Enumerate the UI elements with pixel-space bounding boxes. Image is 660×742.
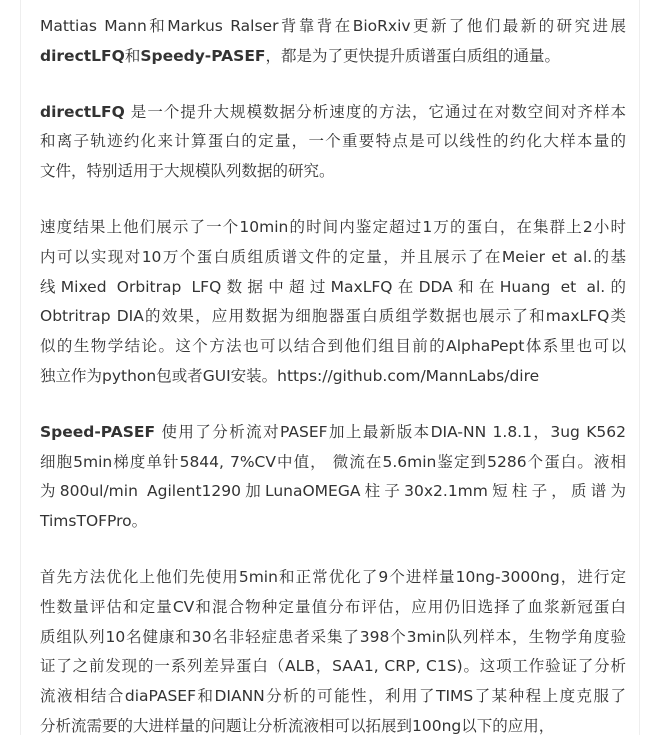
text-line: 首先方法优化上他们先使用5min和正常优化了9个进样量10ng-3000ng，进行定: [40, 567, 626, 586]
text-line: 似的生物学结论。这个方法也可以结合到他们组目前的AlphaPept体系里也可以: [40, 337, 626, 356]
paragraph-speed-pasef: [40, 418, 626, 537]
text-line: 分析流需要的大进样量的问题让分析流液相可以拓展到100ng以下的应用，: [40, 716, 555, 735]
left-margin-rule: [20, 0, 21, 735]
text-line: TimsTOFPro。: [40, 512, 148, 531]
text-line: Speed-PASEF 使用了分析流对PASEF加上最新版本DIA-NN 1.8.1，3ug K562: [40, 422, 626, 441]
paragraph-speed-results: [40, 213, 626, 392]
text-line: 质组队列10名健康和30名非轻症患者采集了398个3min队列样本，生物学角度验: [40, 627, 626, 646]
text-line: directLFQ和Speedy-PASEF，都是为了更快提升质谱蛋白质组的通量。: [40, 46, 561, 65]
text-line: Obtritrap DIA的效果，应用数据为细胞器蛋白质组学数据也展示了和maxLFQ类: [40, 307, 626, 326]
paragraph-intro: [40, 12, 626, 72]
paragraph-method-optimization: [40, 563, 626, 742]
text-line: 文件，特别适用于大规模队列数据的研究。: [40, 162, 335, 181]
text-line: 内可以实现对10万个蛋白质组质谱文件的定量，并且展示了在Meier et al.的基: [40, 247, 626, 266]
text-line: 证了之前发现的一系列差异蛋白（ALB，SAA1, CRP, C1S)。这项工作验证了分析: [40, 657, 626, 676]
text-line: 线Mixed Orbitrap LFQ数据中超过MaxLFQ在DDA和在Huang et al.的: [40, 277, 626, 296]
text-line: 和离子轨迹约化来计算蛋白的定量，一个重要特点是可以线性的约化大样本量的: [40, 132, 626, 151]
bold-term: Speedy-PASEF: [140, 46, 266, 65]
bold-term: Speed-PASEF: [40, 422, 156, 441]
text-line: 为800ul/min Agilent1290加LunaOMEGA柱子30x2.1mm短柱子，质谱为: [40, 482, 626, 501]
bold-term: directLFQ: [40, 46, 125, 65]
text-line: 速度结果上他们展示了一个10min的时间内鉴定超过1万的蛋白，在集群上2小时: [40, 217, 626, 236]
text-line: Mattias Mann和Markus Ralser背靠背在BioRxiv更新了他们最新的研究进展: [40, 17, 626, 35]
bold-term: directLFQ: [40, 102, 125, 121]
text-line: directLFQ 是一个提升大规模数据分析速度的方法，它通过在对数空间对齐样本: [40, 102, 626, 121]
paragraph-directlfq: [40, 98, 626, 187]
text-line: 细胞5min梯度单针5844, 7%CV中值， 微流在5.6min鉴定到5286个蛋白。液相: [40, 452, 626, 471]
text-line: 独立作为python包或者GUI安装。https://github.com/MannLabs/dire: [40, 366, 540, 385]
text-line: 流液相结合diaPASEF和DIANN分析的可能性，利用了TIMS了某种程上度克服了: [40, 687, 626, 706]
right-margin-rule: [639, 0, 640, 735]
text-line: 性数量评估和定量CV和混合物种定量值分布评估，应用仍旧选择了血浆新冠蛋白: [40, 597, 626, 616]
article-body: [40, 12, 626, 742]
